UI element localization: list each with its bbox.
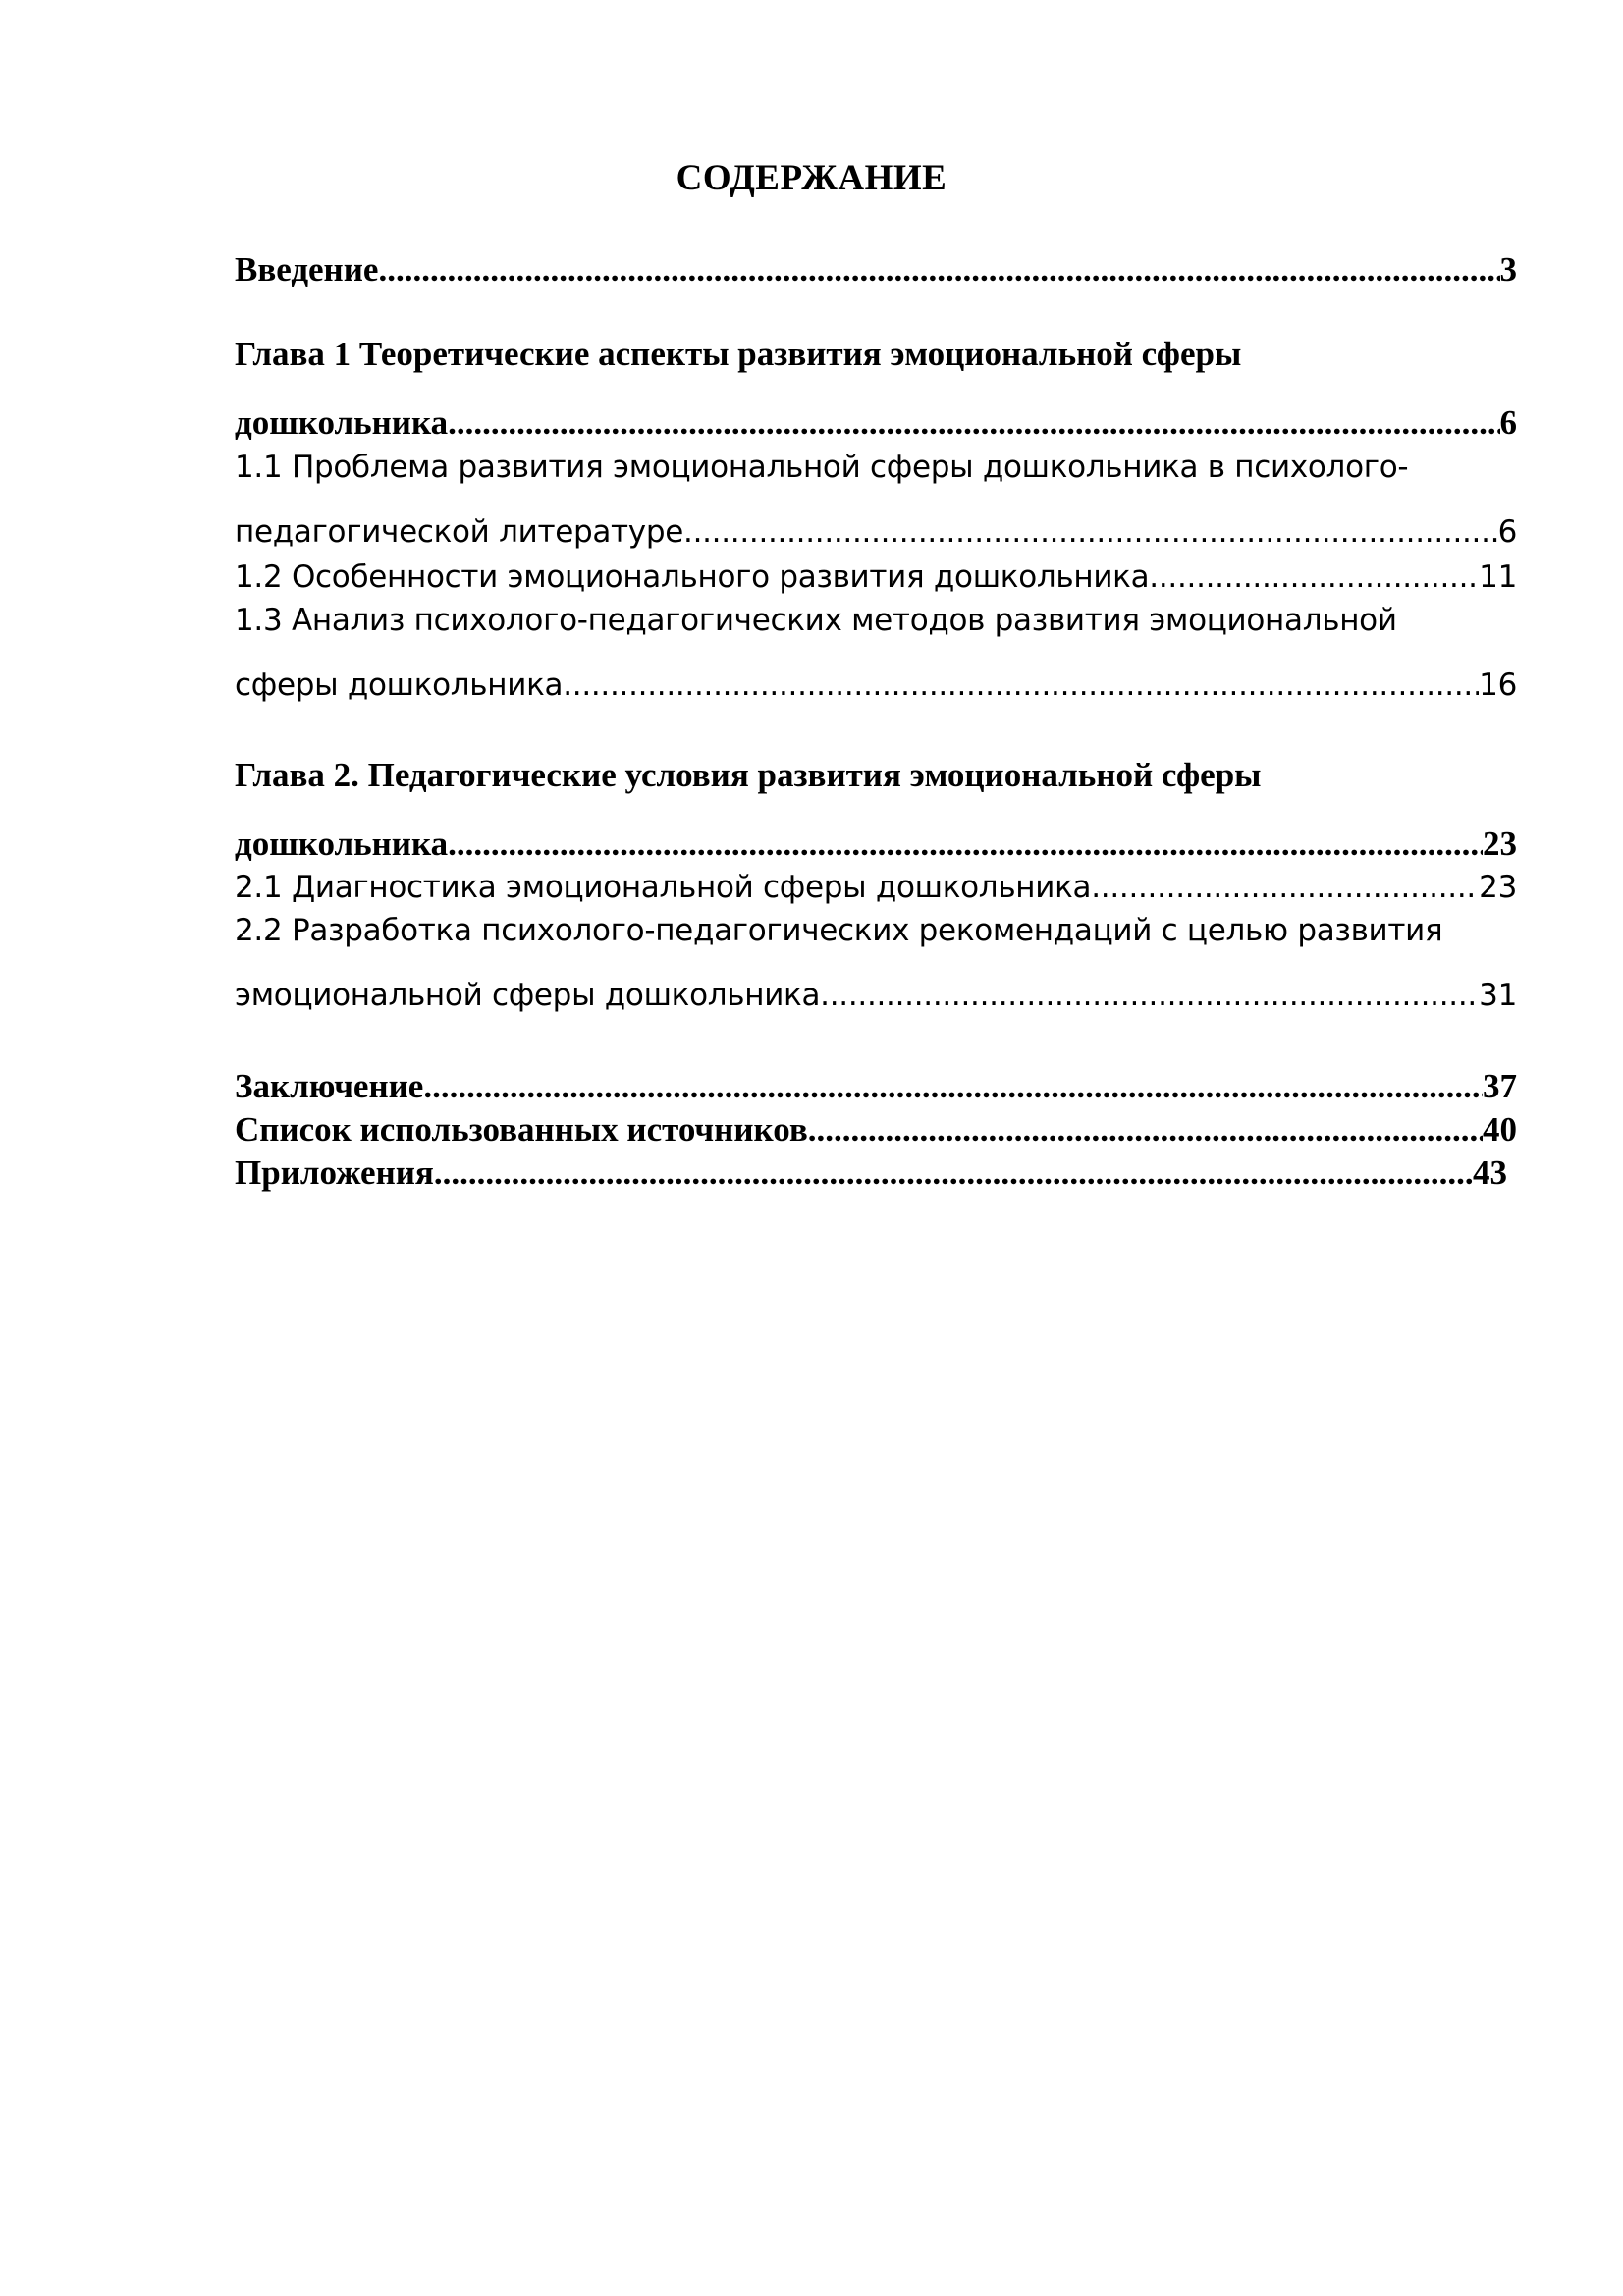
toc-page-number: 6 bbox=[1497, 514, 1517, 550]
toc-entry-section-1-3[interactable] bbox=[235, 601, 1517, 705]
toc-entry-section-2-1[interactable] bbox=[235, 868, 1517, 907]
toc-line bbox=[235, 666, 1517, 705]
toc-page-number: 31 bbox=[1479, 978, 1517, 1013]
toc-entry-label: дошкольника bbox=[235, 825, 449, 863]
dot-leader bbox=[378, 249, 1499, 291]
toc-page-number: 40 bbox=[1483, 1110, 1517, 1148]
toc-entry-label: 1.2 Особенности эмоционального развития дошкольника bbox=[235, 560, 1150, 595]
toc-entry-label: дошкольника bbox=[235, 403, 449, 442]
toc-page-number: 43 bbox=[1473, 1153, 1507, 1192]
toc-line bbox=[235, 1066, 1517, 1107]
dot-leader bbox=[434, 1152, 1473, 1194]
toc-entry-label-line1: Глава 2. Педагогические условия развития эмоциональной сферы bbox=[235, 756, 1262, 794]
toc-entry-references[interactable] bbox=[235, 1109, 1517, 1150]
toc-entry-appendices[interactable] bbox=[235, 1152, 1507, 1194]
toc-line bbox=[235, 402, 1517, 444]
toc-entry-label: 2.1 Диагностика эмоциональной сферы дошкольника bbox=[235, 870, 1092, 905]
toc-entry-section-2-2[interactable] bbox=[235, 911, 1517, 1015]
dot-leader bbox=[1149, 558, 1479, 597]
toc-entry-label-line1: 1.3 Анализ психолого-педагогических методов развития эмоциональной bbox=[235, 603, 1397, 638]
toc-entry-label-line1: 2.2 Разработка психолого-педагогических рекомендаций с целью развития bbox=[235, 913, 1443, 948]
toc-page-number: 3 bbox=[1499, 250, 1517, 289]
toc-page-number: 16 bbox=[1479, 667, 1517, 703]
toc-entry-label-line1: 1.1 Проблема развития эмоциональной сферы дошкольника в психолого- bbox=[235, 450, 1409, 485]
toc-line bbox=[235, 512, 1517, 552]
toc-entry-label: Введение bbox=[235, 250, 379, 289]
toc-line bbox=[235, 868, 1517, 907]
toc-entry-introduction[interactable] bbox=[235, 249, 1517, 291]
toc-line bbox=[235, 1109, 1517, 1150]
toc-title: СОДЕРЖАНИЕ bbox=[676, 158, 947, 198]
toc-line bbox=[235, 558, 1517, 597]
toc-entry-label: эмоциональной сферы дошкольника bbox=[235, 978, 821, 1013]
dot-leader bbox=[808, 1109, 1483, 1150]
dot-leader bbox=[820, 976, 1479, 1015]
toc-entry-conclusion[interactable] bbox=[235, 1066, 1517, 1107]
toc-entry-label: Приложения bbox=[235, 1153, 434, 1192]
toc-entry-section-1-2[interactable] bbox=[235, 558, 1517, 597]
toc-entry-label: Заключение bbox=[235, 1067, 424, 1105]
toc-line bbox=[235, 1152, 1507, 1194]
toc-page-number: 23 bbox=[1479, 870, 1517, 905]
dot-leader bbox=[448, 402, 1499, 444]
toc-entry-section-1-1[interactable] bbox=[235, 448, 1517, 552]
toc-page-number: 37 bbox=[1483, 1067, 1517, 1105]
toc-line bbox=[235, 249, 1517, 291]
toc-entry-label: Список использованных источников bbox=[235, 1110, 808, 1148]
toc-line bbox=[235, 824, 1517, 865]
toc-page-number: 6 bbox=[1499, 403, 1517, 442]
toc-entry-label: сферы дошкольника bbox=[235, 667, 564, 703]
dot-leader bbox=[1091, 868, 1479, 907]
dot-leader bbox=[563, 666, 1479, 705]
toc-entry-label: педагогической литературе bbox=[235, 514, 684, 550]
toc-entry-chapter-2[interactable] bbox=[235, 755, 1517, 865]
dot-leader bbox=[448, 824, 1483, 865]
toc-page-number: 11 bbox=[1479, 560, 1517, 595]
dot-leader bbox=[423, 1066, 1483, 1107]
toc-entry-chapter-1[interactable] bbox=[235, 334, 1517, 444]
toc-entry-label-line1: Глава 1 Теоретические аспекты развития эмоциональной сферы bbox=[235, 335, 1242, 373]
toc-page-number: 23 bbox=[1483, 825, 1517, 863]
dot-leader bbox=[683, 512, 1498, 552]
toc-line bbox=[235, 976, 1517, 1015]
